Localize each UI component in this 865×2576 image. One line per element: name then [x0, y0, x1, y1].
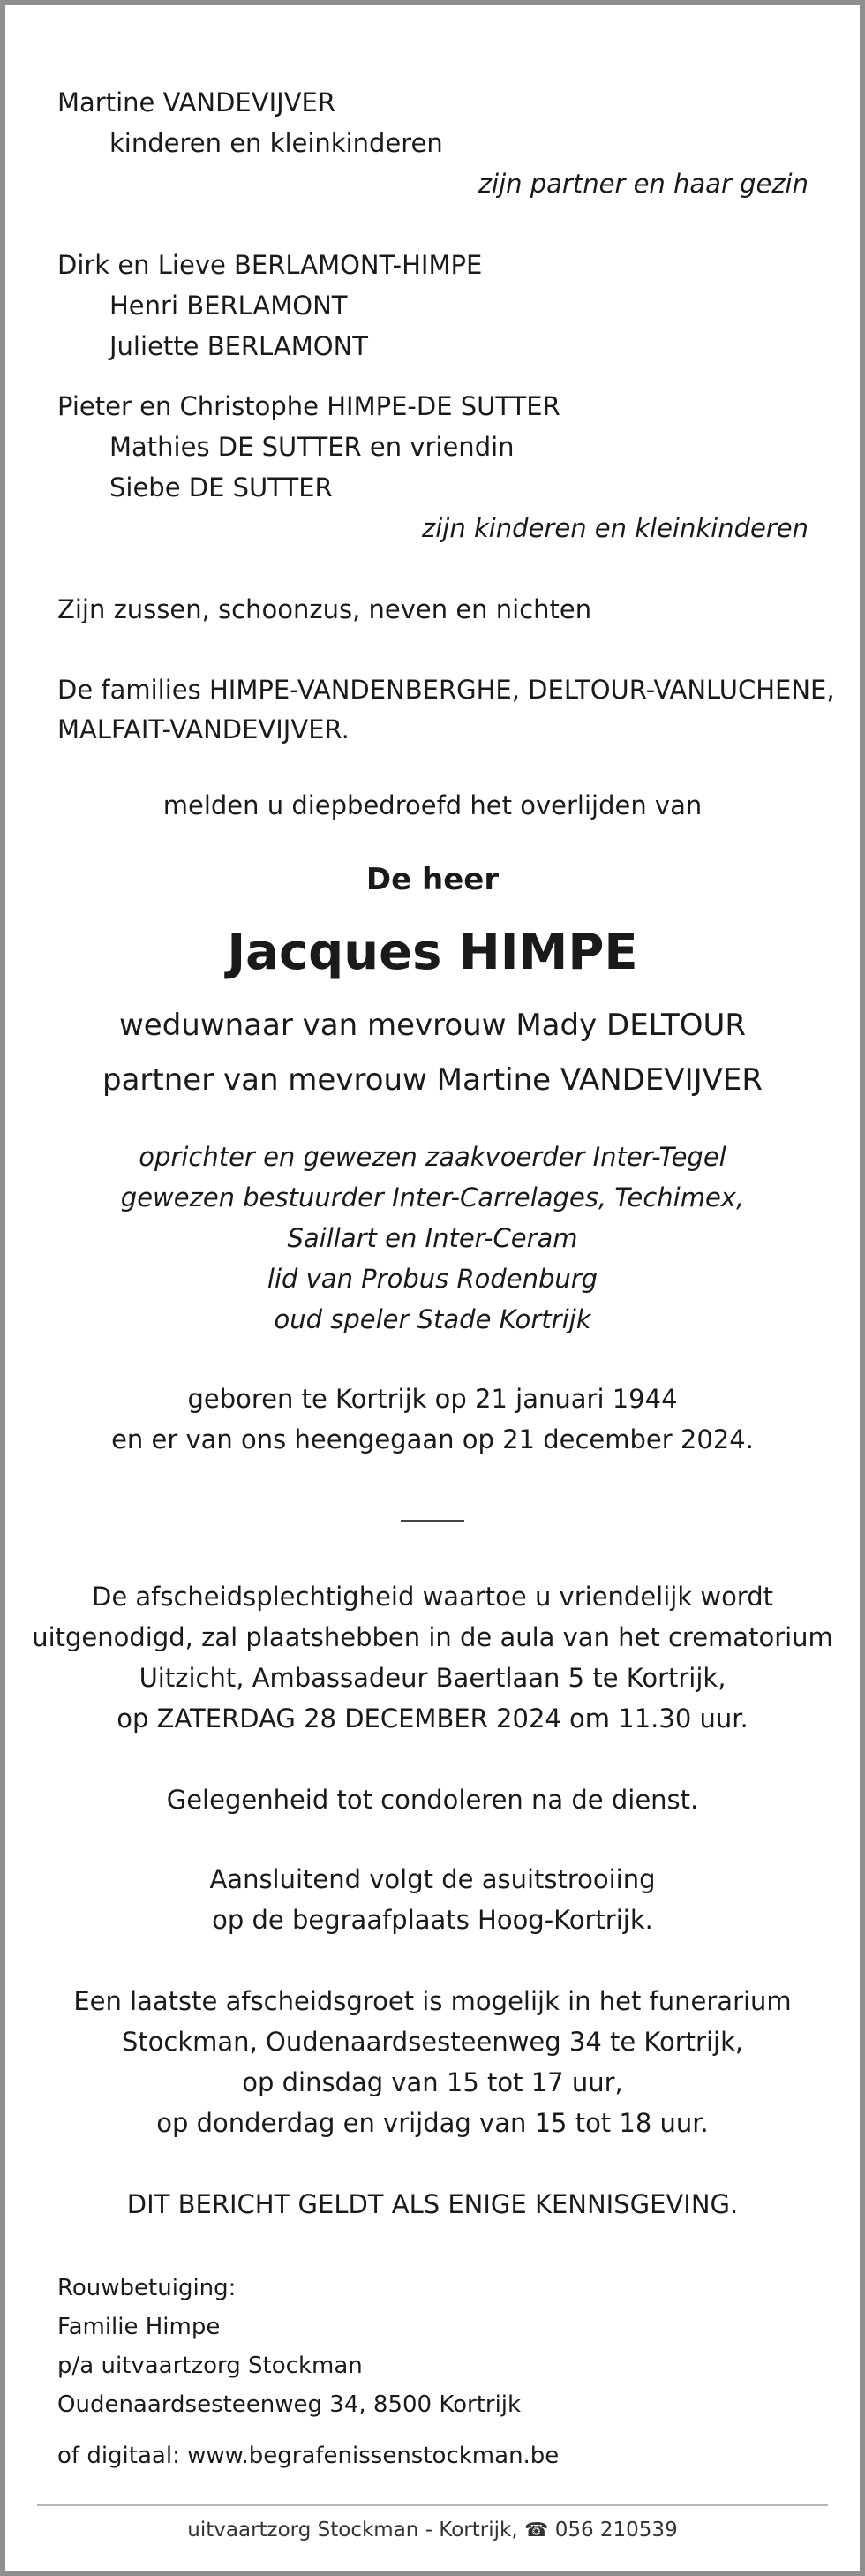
footer-text: uitvaartzorg Stockman - Kortrijk,: [187, 2519, 518, 2542]
families-line-2: MALFAIT-VANDEVIJVER.: [57, 714, 350, 744]
footer-phone: 056 210539: [554, 2519, 678, 2542]
partner-name: Martine VANDEVIJVER: [57, 87, 336, 117]
deceased-title: De heer: [365, 862, 500, 897]
contact-label: Rouwbetuiging:: [57, 2275, 237, 2301]
ashes-line: op de begraafplaats Hoog-Kortrijk.: [212, 1905, 653, 1935]
grandchild-2b: Siebe DE SUTTER: [109, 472, 333, 502]
notice-text: DIT BERICHT GELDT ALS ENIGE KENNISGEVING.: [126, 2189, 739, 2219]
death-date: en er van ons heengegaan op 21 december 2024.: [111, 1424, 754, 1454]
farewell-line: Een laatste afscheidsgroet is mogelijk in het funerarium: [73, 1986, 792, 2016]
grandchild-1a: Henri BERLAMONT: [109, 291, 348, 321]
obituary-sheet: [5, 5, 860, 2571]
ceremony-line: De afscheidsplechtigheid waartoe u vriendelijk wordt: [92, 1582, 773, 1612]
ceremony-line: uitgenodigd, zal plaatshebben in de aula van het crematorium: [32, 1622, 833, 1652]
siblings: Zijn zussen, schoonzus, neven en nichten: [57, 594, 592, 624]
ashes-line: Aansluitend volgt de asuitstrooiing: [209, 1864, 656, 1894]
grandchild-1b: Juliette BERLAMONT: [109, 331, 368, 361]
families-line-1: De families HIMPE-VANDENBERGHE, DELTOUR-VANLUCHENE,: [57, 675, 835, 705]
farewell-line: op dinsdag van 15 tot 17 uur,: [242, 2067, 623, 2097]
birth-date: geboren te Kortrijk op 21 januari 1944: [187, 1384, 678, 1414]
intro-text: melden u diepbedroefd het overlijden van: [162, 790, 703, 820]
footer: [5, 2517, 860, 2544]
farewell-line: op donderdag en vrijdag van 15 tot 18 uur.: [156, 2108, 709, 2138]
deceased-name: Jacques HIMPE: [227, 924, 638, 981]
contact-recipient: Familie Himpe: [57, 2314, 221, 2340]
farewell-line: Stockman, Oudenaardsesteenweg 34 te Kortrijk,: [121, 2027, 744, 2057]
partner-role: zijn partner en haar gezin: [478, 169, 809, 199]
role-line: oud speler Stade Kortrijk: [274, 1304, 591, 1334]
child-1: Dirk en Lieve BERLAMONT-HIMPE: [57, 250, 483, 280]
children-role: zijn kinderen en kleinkinderen: [422, 513, 809, 543]
contact-address: Oudenaardsesteenweg 34, 8500 Kortrijk: [57, 2391, 522, 2418]
widower-line: weduwnaar van mevrouw Mady DELTOUR: [119, 1008, 746, 1043]
contact-care-of: p/a uitvaartzorg Stockman: [57, 2353, 363, 2379]
partner-children: kinderen en kleinkinderen: [109, 128, 443, 158]
role-line: lid van Probus Rodenburg: [267, 1264, 598, 1294]
child-2: Pieter en Christophe HIMPE-DE SUTTER: [57, 391, 560, 421]
role-line: gewezen bestuurder Inter-Carrelages, Techimex,: [120, 1182, 745, 1212]
grandchild-2a: Mathies DE SUTTER en vriendin: [109, 432, 515, 462]
role-line: Saillart en Inter-Ceram: [287, 1223, 578, 1253]
phone-icon: ☎: [523, 2519, 549, 2542]
footer-divider: [37, 2504, 828, 2506]
ceremony-line: Uitzicht, Ambassadeur Baertlaan 5 te Kortrijk,: [139, 1663, 726, 1693]
role-line: oprichter en gewezen zaakvoerder Inter-Tegel: [139, 1142, 726, 1172]
ceremony-line: op ZATERDAG 28 DECEMBER 2024 om 11.30 uur.: [117, 1703, 748, 1734]
contact-digital: of digitaal: www.begrafenissenstockman.be: [57, 2443, 560, 2469]
condolence-text: Gelegenheid tot condoleren na de dienst.: [166, 1785, 699, 1815]
partner-of-line: partner van mevrouw Martine VANDEVIJVER: [102, 1062, 763, 1098]
section-divider: [401, 1520, 464, 1522]
